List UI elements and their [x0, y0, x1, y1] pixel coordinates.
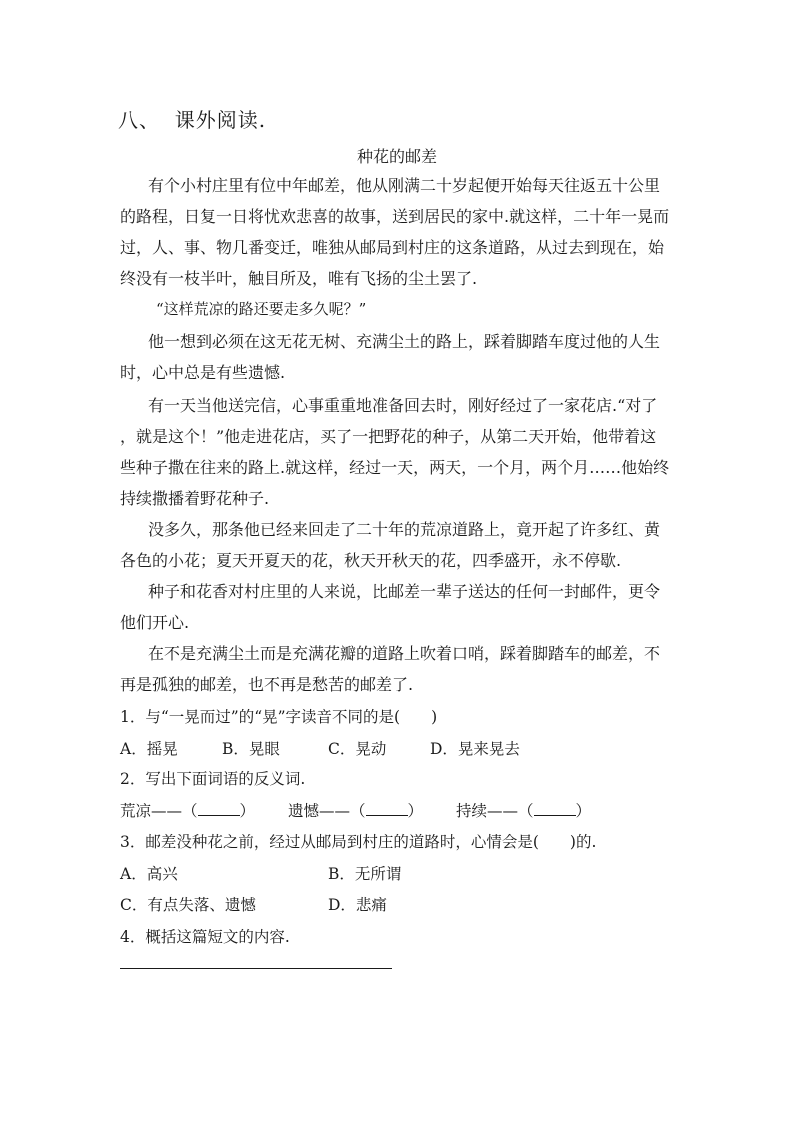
- q2-item-1: 荒凉——（ ）: [120, 799, 255, 821]
- q3-option-b: B．无所谓: [328, 865, 402, 883]
- question-1-stem: 1．与“一晃而过”的“晃”字读音不同的是( ): [120, 708, 438, 726]
- paragraph-5: 种子和花香对村庄里的人来说，比邮差一辈子送达的任何一封邮件，更令 他们开心.: [120, 582, 661, 632]
- paragraph-2: 他一想到必须在这无花无树、充满尘土的路上，踩着脚踏车度过他的人生 时，心中总是有些遗憾.: [120, 332, 661, 382]
- answer-blank[interactable]: [534, 799, 576, 816]
- q3-option-c: C．有点失落、遗憾: [120, 896, 256, 914]
- passage-title: 种花的邮差: [356, 147, 437, 166]
- quote-paragraph: “这样荒凉的路还要走多久呢？”: [156, 300, 367, 318]
- q3-option-d: D．悲痛: [328, 896, 387, 914]
- answer-blank[interactable]: [198, 799, 240, 816]
- paragraph-1: 有个小村庄里有位中年邮差，他从刚满二十岁起便开始每天往返五十公里 的路程，日复一日将忧欢悲喜的故事，送到居民的家中.就这样，二十年一晃而 过，人、事、物几番变迁，唯独从邮局到村庄的这条道路，从过去到现在，始 终没有一枝半叶，触目所及，唯有飞扬的尘土罢了.: [120, 176, 670, 288]
- q1-option-c: C．晃动: [328, 740, 387, 758]
- paragraph-6: 在不是充满尘土而是充满花瓣的道路上吹着口哨，踩着脚踏车的邮差，不 再是孤独的邮差，也不再是愁苦的邮差了.: [120, 644, 661, 694]
- section-title: 课外阅读.: [174, 108, 267, 132]
- q3-option-a: A．高兴: [120, 865, 178, 883]
- question-2-stem: 2．写出下面词语的反义词.: [120, 770, 306, 788]
- q1-option-a: A．摇晃: [120, 740, 178, 758]
- answer-blank[interactable]: [366, 799, 408, 816]
- q1-option-b: B．晃眼: [222, 740, 280, 758]
- question-4-stem: 4．概括这篇短文的内容.: [120, 928, 290, 946]
- section-heading: [118, 104, 266, 133]
- q2-item-2: 遗憾——（ ）: [288, 799, 423, 821]
- q1-option-d: D．晃来晃去: [430, 740, 520, 758]
- paragraph-4: 没多久，那条他已经来回走了二十年的荒凉道路上，竟开起了许多红、黄 各色的小花；夏天开夏天的花，秋天开秋天的花，四季盛开，永不停歇.: [120, 520, 661, 570]
- question-3-stem: 3．邮差没种花之前，经过从邮局到村庄的道路时，心情会是( )的.: [120, 833, 597, 851]
- answer-line[interactable]: [120, 968, 392, 969]
- q2-item-3: 持续——（ ）: [456, 799, 591, 821]
- paragraph-3: 有一天当他送完信，心事重重地准备回去时，刚好经过了一家花店.“对了 ，就是这个！”他走进花店，买了一把野花的种子，从第二天开始，他带着这 些种子撒在往来的路上.就这样，经过一天，两天，一个月，两个月……他始终 持续撒播着野花种子.: [120, 396, 670, 508]
- section-number: 八、: [118, 108, 160, 132]
